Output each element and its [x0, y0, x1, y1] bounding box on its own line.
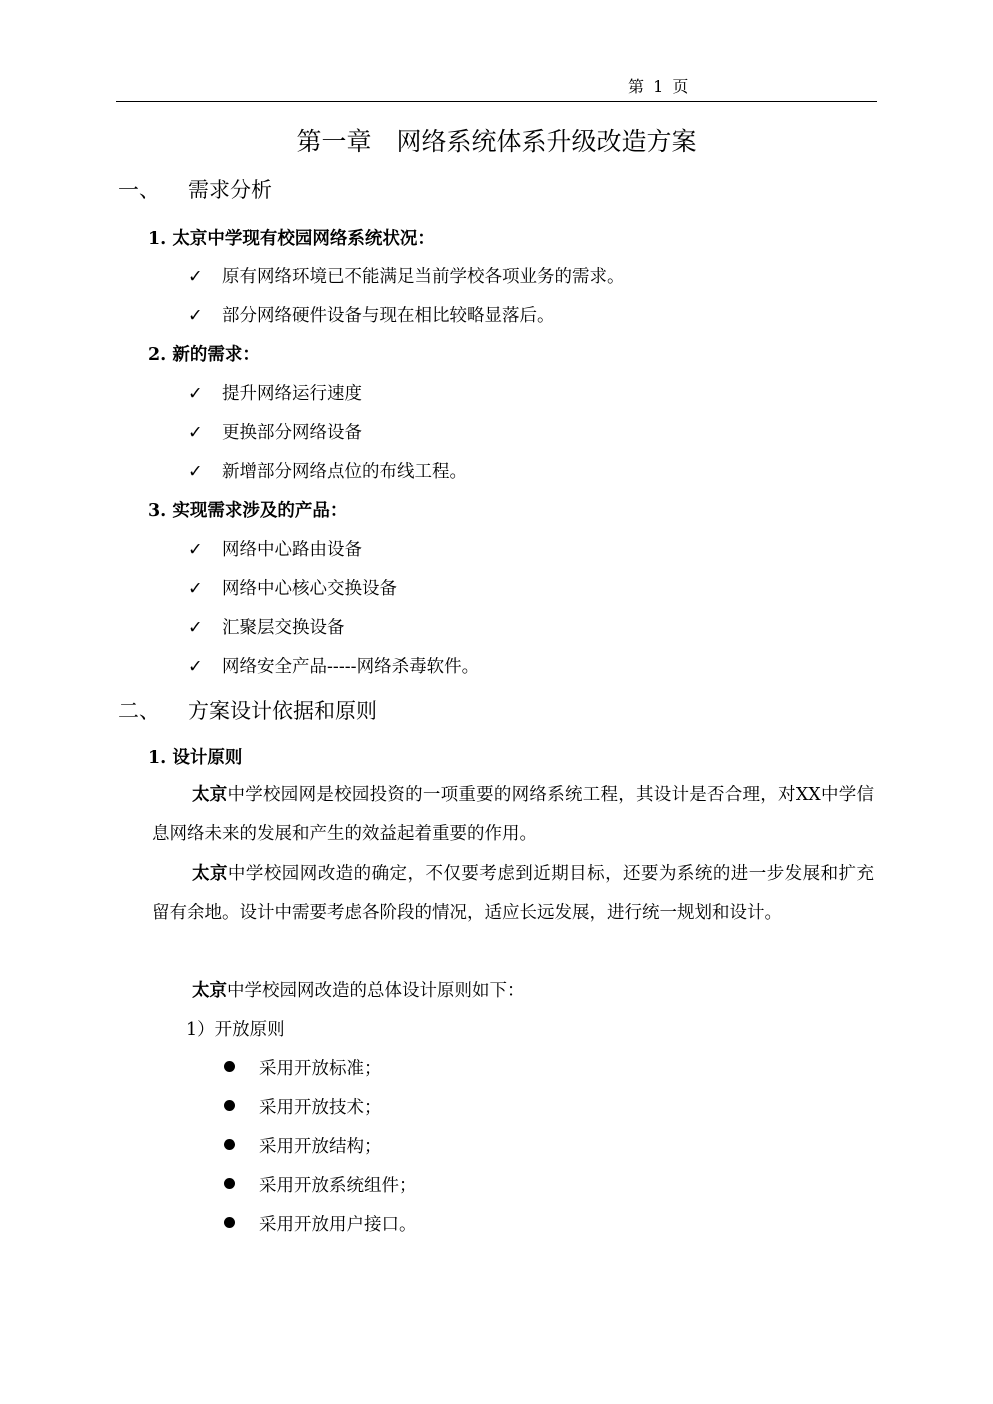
- checklist-item-text: 更换部分网络设备: [222, 423, 362, 443]
- bullet-item: [224, 1057, 382, 1081]
- checklist-item: [188, 616, 345, 640]
- school-name: 太京: [192, 785, 228, 805]
- subsection-heading: 3. 实现需求涉及的产品：: [148, 501, 348, 521]
- page-header: [0, 74, 993, 96]
- principle-heading: 1）开放原则: [186, 1020, 285, 1040]
- check-mark-icon: ✓: [188, 384, 203, 404]
- section-heading-1: [118, 178, 518, 208]
- subsection-heading: 1. 设计原则: [148, 748, 243, 768]
- bullet-item-text: 采用开放标准；: [259, 1059, 382, 1079]
- bullet-item: [224, 1135, 382, 1159]
- body-paragraph: [152, 855, 874, 933]
- bullet-item-text: 采用开放系统组件；: [259, 1176, 417, 1196]
- check-mark-icon: ✓: [188, 267, 203, 287]
- checklist-item-text: 网络安全产品-----网络杀毒软件。: [222, 657, 480, 677]
- checklist-item: [188, 655, 479, 679]
- checklist-item: [188, 304, 555, 328]
- check-mark-icon: ✓: [188, 579, 203, 599]
- checklist-item-text: 网络中心路由设备: [222, 540, 362, 560]
- bullet-item: [224, 1096, 382, 1120]
- school-name: 太京: [192, 864, 228, 884]
- bullet-icon: [224, 1178, 235, 1189]
- bullet-icon: [224, 1061, 235, 1072]
- bullet-item-text: 采用开放结构；: [259, 1137, 382, 1157]
- section-number: 二、: [118, 699, 160, 723]
- checklist-item: [188, 421, 362, 445]
- subsection-heading: 1. 太京中学现有校园网络系统状况：: [148, 229, 435, 249]
- checklist-item-text: 原有网络环境已不能满足当前学校各项业务的需求。: [222, 267, 625, 287]
- checklist-item-text: 新增部分网络点位的布线工程。: [222, 462, 467, 482]
- checklist-item-text: 汇聚层交换设备: [222, 618, 345, 638]
- checklist-item: [188, 577, 397, 601]
- checklist-item-text: 部分网络硬件设备与现在相比较略显落后。: [222, 306, 555, 326]
- school-name: 太京: [192, 981, 227, 1001]
- bullet-item: [224, 1213, 417, 1237]
- checklist-item: [188, 265, 625, 289]
- section-heading-2: [118, 699, 518, 729]
- header-rule: [116, 101, 877, 102]
- check-mark-icon: ✓: [188, 657, 203, 677]
- checklist-item: [188, 460, 467, 484]
- check-mark-icon: ✓: [188, 540, 203, 560]
- page-number: 第 1 页: [628, 77, 691, 96]
- paragraph-text: 中学校园网改造的确定，不仅要考虑到近期目标，还要为系统的进一步发展和扩充留有余地。设计中需要考虑各阶段的情况，适应长远发展，进行统一规划和设计。: [152, 864, 875, 923]
- checklist-item-text: 网络中心核心交换设备: [222, 579, 397, 599]
- section-title: 需求分析: [188, 178, 272, 202]
- chapter-title: 第一章 网络系统体系升级改造方案: [296, 127, 697, 156]
- checklist-item: [188, 382, 362, 406]
- bullet-item: [224, 1174, 417, 1198]
- check-mark-icon: ✓: [188, 618, 203, 638]
- bullet-icon: [224, 1100, 235, 1111]
- checklist-item: [188, 538, 362, 562]
- bullet-item-text: 采用开放用户接口。: [259, 1215, 417, 1235]
- bullet-item-text: 采用开放技术；: [259, 1098, 382, 1118]
- check-mark-icon: ✓: [188, 462, 203, 482]
- check-mark-icon: ✓: [188, 306, 203, 326]
- body-paragraph: [152, 972, 874, 1011]
- paragraph-text: 中学校园网是校园投资的一项重要的网络系统工程，其设计是否合理，对XX中学信息网络未来的发展和产生的效益起着重要的作用。: [152, 785, 875, 844]
- check-mark-icon: ✓: [188, 423, 203, 443]
- section-title: 方案设计依据和原则: [188, 699, 377, 723]
- checklist-item-text: 提升网络运行速度: [222, 384, 362, 404]
- subsection-heading: 2. 新的需求：: [148, 345, 260, 365]
- bullet-icon: [224, 1139, 235, 1150]
- section-number: 一、: [118, 178, 160, 202]
- body-paragraph: [152, 776, 874, 854]
- bullet-icon: [224, 1217, 235, 1228]
- paragraph-text: 中学校园网改造的总体设计原则如下：: [227, 981, 525, 1001]
